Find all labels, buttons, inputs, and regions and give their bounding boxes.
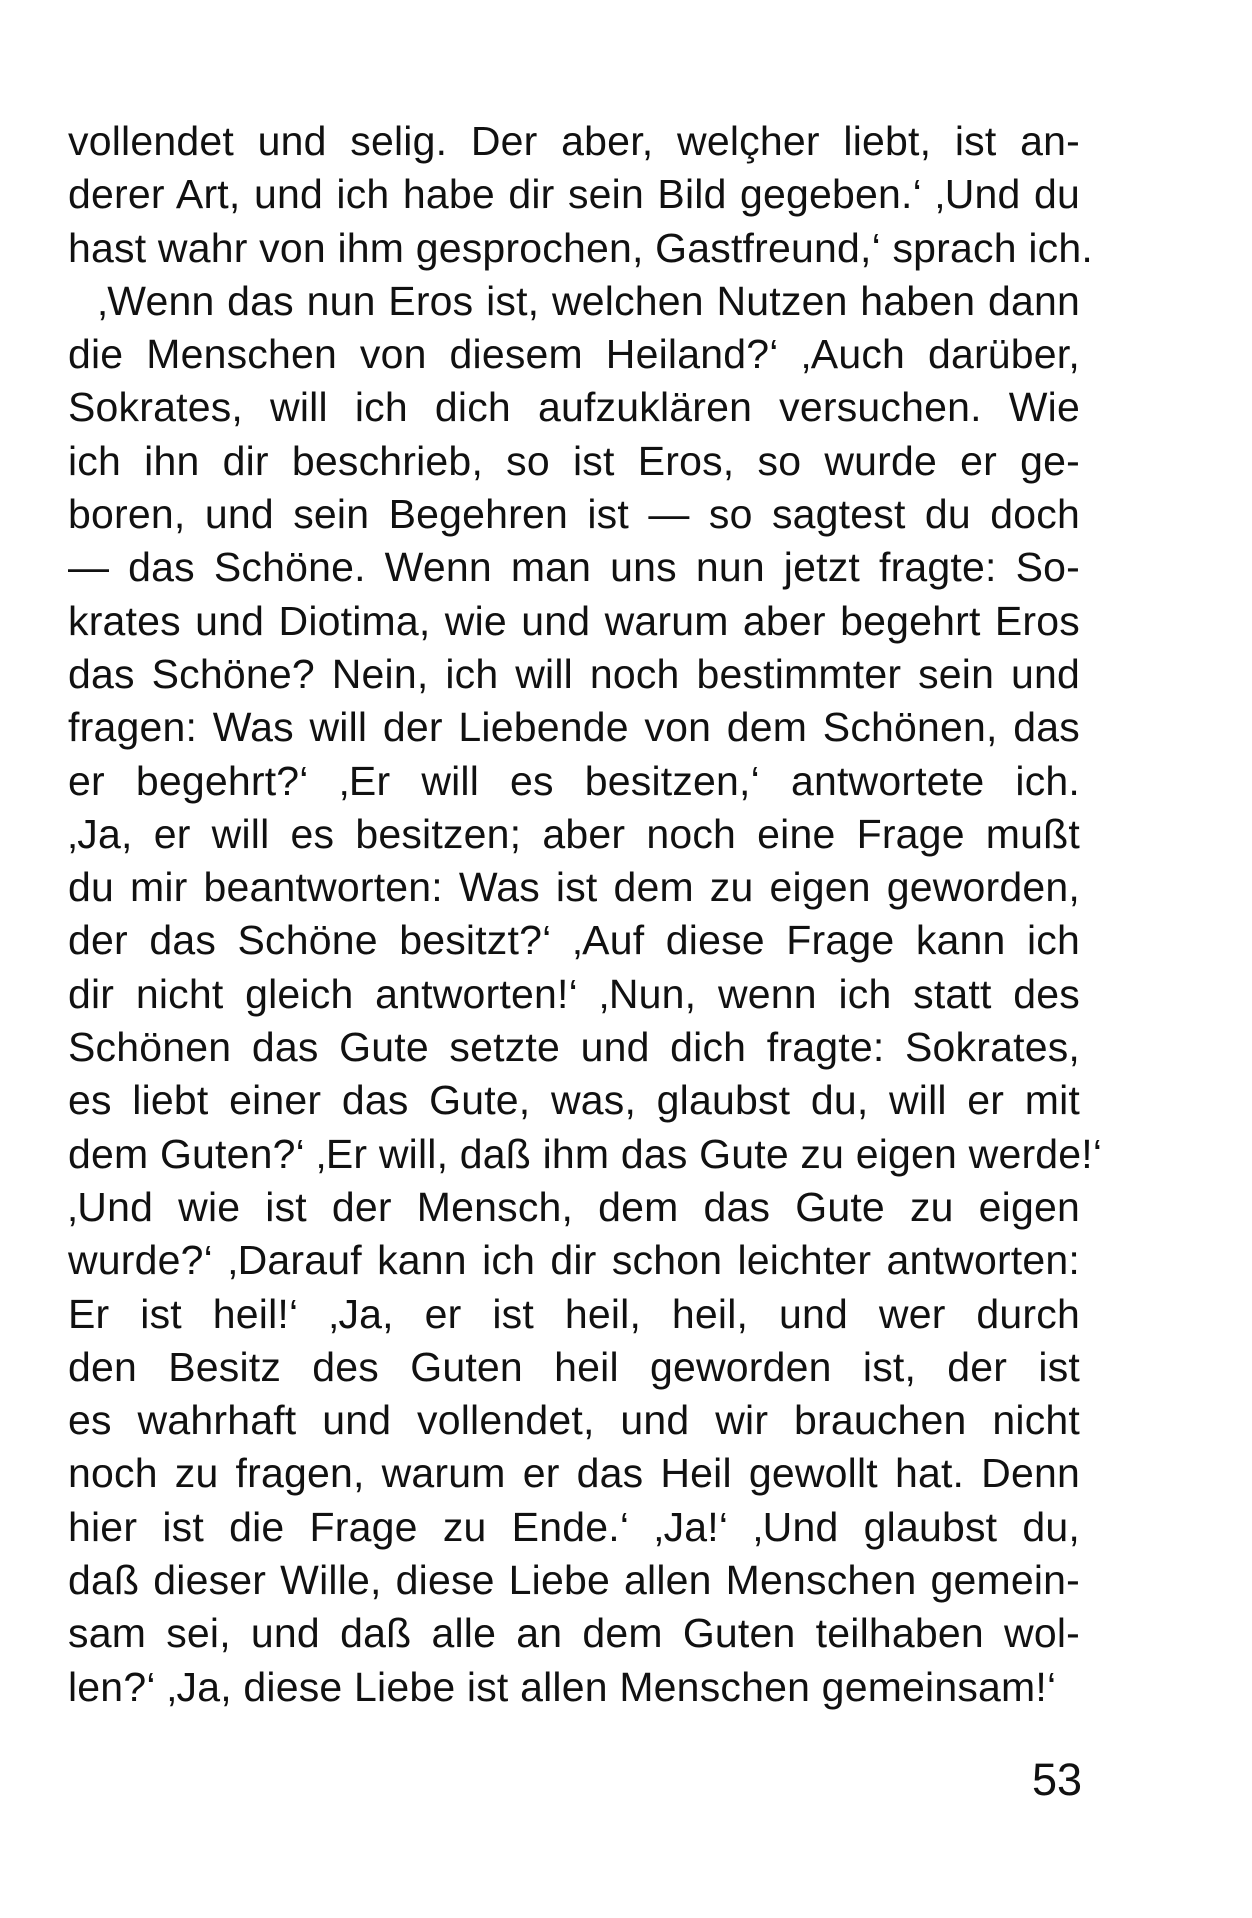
text-line: du mir beantworten: Was ist dem zu eigen geworden, (68, 864, 1080, 911)
text-line: daß dieser Wille, diese Liebe allen Menschen gemein- (68, 1557, 1080, 1604)
text-line: boren, und sein Begehren ist — so sagtest du doch (68, 491, 1080, 538)
text-line: krates und Diotima, wie und warum aber begehrt Eros (68, 597, 1080, 644)
text-line: es liebt einer das Gute, was, glaubst du, will er mit (68, 1077, 1080, 1124)
text-line: ‚Ja, er will es besitzen; aber noch eine Frage mußt (68, 810, 1080, 857)
text-line: ich ihn dir beschrieb, so ist Eros, so wurde er ge- (68, 437, 1080, 484)
text-line: dir nicht gleich antworten!‘ ‚Nun, wenn ich statt des (68, 970, 1080, 1017)
text-line: hier ist die Frage zu Ende.‘ ‚Ja!‘ ‚Und glaubst du, (68, 1503, 1080, 1550)
text-line: das Schöne? Nein, ich will noch bestimmter sein und (68, 650, 1080, 697)
text-line: Schönen das Gute setzte und dich fragte: Sokrates, (68, 1024, 1080, 1071)
text-line: noch zu fragen, warum er das Heil gewollt hat. Denn (68, 1450, 1080, 1497)
body-text (68, 115, 1103, 1714)
text-line: len?‘ ‚Ja, diese Liebe ist allen Menschen gemeinsam!‘ (68, 1663, 1057, 1710)
text-line: dem Guten?‘ ‚Er will, daß ihm das Gute zu eigen werde!‘ (68, 1130, 1103, 1177)
page-number: 53 (1031, 1754, 1082, 1805)
text-line: hast wahr von ihm gesprochen, Gastfreund,‘ sprach ich. (68, 224, 1093, 271)
text-line: ‚Wenn das nun Eros ist, welchen Nutzen haben dann (98, 277, 1080, 324)
text-line: derer Art, und ich habe dir sein Bild gegeben.‘ ‚Und du (68, 171, 1080, 218)
text-line: den Besitz des Guten heil geworden ist, der ist (68, 1343, 1080, 1390)
text-line: sam sei, und daß alle an dem Guten teilhaben wol- (68, 1610, 1080, 1657)
text-line: die Menschen von diesem Heiland?‘ ‚Auch darüber, (68, 331, 1080, 378)
text-line: er begehrt?‘ ‚Er will es besitzen,‘ antwortete ich. (68, 757, 1080, 804)
text-line: Er ist heil!‘ ‚Ja, er ist heil, heil, und wer durch (68, 1290, 1080, 1337)
text-line: der das Schöne besitzt?‘ ‚Auf diese Frage kann ich (68, 917, 1080, 964)
text-line: wurde?‘ ‚Darauf kann ich dir schon leichter antworten: (68, 1237, 1080, 1284)
text-line: es wahrhaft und vollendet, und wir brauchen nicht (68, 1397, 1080, 1444)
text-line: ‚Und wie ist der Mensch, dem das Gute zu eigen (68, 1183, 1080, 1230)
text-line: fragen: Was will der Liebende von dem Schönen, das (68, 704, 1080, 751)
text-line: vollendet und selig. Der aber, welçher liebt, ist an- (68, 118, 1080, 164)
text-line: Sokrates, will ich dich aufzuklären versuchen. Wie (68, 384, 1080, 431)
text-line: — das Schöne. Wenn man uns nun jetzt fragte: So- (68, 544, 1080, 591)
